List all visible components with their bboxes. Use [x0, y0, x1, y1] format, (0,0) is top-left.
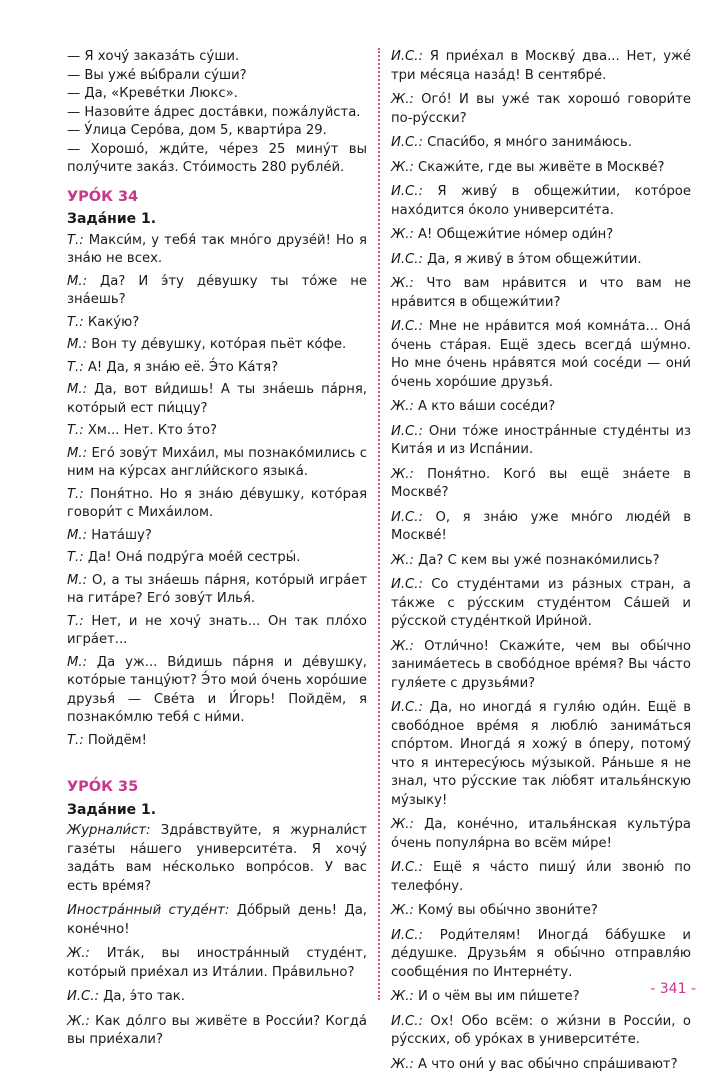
speaker: Ж.: [391, 552, 414, 568]
line-text: Они то́же иностра́нные студе́нты из Кита́я и из Испа́нии. [391, 423, 691, 457]
line-text: Да? И э́ту де́вушку ты то́же не зна́ешь? [67, 273, 367, 307]
line-text: Да уж... Ви́дишь па́рня и де́вушку, кото́рые танцу́ют? Э́то мои́ о́чень хоро́шие друзья́ — Све́та и И́горь! Пойдём, я познако́млю тебя́ с ни́ми. [67, 654, 367, 725]
line-text: О, я зна́ю уже мно́го люде́й в Москве́! [391, 509, 691, 543]
lesson-34-dialogue [67, 232, 367, 751]
line-text: Я прие́хал в Москву́ два... Нет, уже́ три ме́сяца наза́д! В сентябре́. [391, 49, 691, 83]
dialogue-line [391, 638, 691, 694]
speaker: Т.: [67, 732, 84, 748]
speaker: И.С.: [391, 577, 423, 592]
line-text: Да? С кем вы уже́ познако́мились? [413, 552, 660, 568]
line-text: Ого́! И вы уже́ так хорошо́ говори́те по-ру́сски? [391, 92, 691, 126]
line-text: Его́ зову́т Миха́ил, мы познако́мились с ним на ку́рсах англи́йского языка́. [67, 445, 367, 479]
dialogue-line [391, 398, 691, 417]
speaker: Ж.: [67, 1013, 90, 1029]
speaker: И.С.: [391, 135, 423, 150]
dialogue-line: — Я хочу́ заказа́ть су́ши. [67, 49, 240, 64]
line-text: Да! Она́ подру́га мое́й сестры́. [83, 550, 301, 565]
dialogue-line [391, 699, 691, 810]
line-text: Скажи́те, где вы живёте в Москве́? [413, 159, 665, 175]
dialogue-line [67, 902, 367, 939]
dialogue-line [67, 1013, 367, 1050]
line-text: Нет, и не хочу́ знать... Он так пло́хо игра́ет... [67, 613, 367, 647]
dialogue-line [391, 927, 691, 983]
line-text: Пойдём! [83, 732, 147, 748]
line-text: Да, но иногда́ я гуля́ю оди́н. Ещё в свобо́дное вре́мя я люблю́ занима́ться спо́ртом. Иногда́ я хожу́ в о́перу, потому́ что я интересу́юсь му́зыкой. Ра́ньше я не знал, что ру́сские так лю́бят италья́нскую му́зыку! [391, 700, 691, 808]
speaker: И.С.: [67, 989, 99, 1004]
dialogue-line [391, 134, 691, 153]
dialogue-line [391, 552, 691, 571]
speaker: Т.: [67, 359, 84, 375]
lesson-35-dialogue [67, 822, 367, 1050]
speaker: И.С.: [391, 509, 423, 525]
line-text: Здра́вствуйте, я журнали́ст газе́ты на́шего университе́та. Я хочу́ зада́ть вам не́сколько вопро́сов. У вас есть вре́мя? [67, 823, 367, 894]
speaker: Ж.: [391, 989, 414, 1004]
speaker: Т.: [67, 232, 84, 248]
line-text: А кто ва́ши сосе́ди? [413, 399, 556, 414]
line-text: Макси́м, у тебя́ так мно́го друзе́й! Но я зна́ю не всех. [67, 232, 367, 266]
lesson-34-heading: УРО́К 34 [67, 188, 139, 205]
speaker: Ж.: [391, 817, 414, 832]
dialogue-line [391, 988, 691, 1007]
dialogue-line [391, 1056, 691, 1075]
dialogue-line [391, 816, 691, 853]
dialogue-line [391, 576, 691, 632]
line-text: Каку́ю? [83, 314, 140, 330]
speaker: И.С.: [391, 49, 423, 64]
line-text: Ох! Обо всём: о жи́зни в Росси́и, о ру́сских, об уро́ках в университе́те. [391, 1013, 691, 1047]
line-text: Ещё я ча́сто пишу́ и́ли звоню́ по телефо́ну. [391, 860, 691, 894]
dialogue-line [391, 859, 691, 896]
line-text: Со студе́нтами из ра́зных стран, а та́кже с ру́сским студе́нтом Са́шей и ру́сской студе́нткой Ири́ной. [391, 577, 691, 629]
speaker: И.С.: [391, 700, 423, 715]
dialogue-line [67, 336, 367, 355]
dialogue-line [67, 381, 367, 418]
line-text: Поня́тно. Кого́ вы ещё зна́ете в Москве́? [391, 466, 691, 500]
dialogue-line [67, 422, 367, 441]
speaker: М.: [67, 654, 88, 670]
line-text: Отли́чно! Скажи́те, чем вы обы́чно занима́етесь в свобо́дное вре́мя? Вы ча́сто гуля́ете с друзья́ми? [391, 638, 691, 691]
line-text: Что вам нра́вится и что вам не нра́вится в общежи́тии? [391, 276, 691, 310]
speaker: И.С.: [391, 423, 423, 439]
dialogue-line [391, 509, 691, 546]
speaker: М.: [67, 273, 88, 289]
line-text: О, а ты зна́ешь па́рня, кото́рый игра́ет на гита́ре? Его́ зову́т Илья́. [67, 572, 367, 606]
dialogue-line [391, 466, 691, 503]
line-text: Кому́ вы обы́чно звони́те? [413, 903, 598, 918]
dialogue-line: — Хорошо́, жди́те, че́рез 25 мину́т вы полу́чите зака́з. Сто́имость 280 рубле́й. [67, 141, 367, 175]
dialogue-line [67, 572, 367, 609]
speaker: Т.: [67, 486, 84, 502]
column-divider [378, 48, 380, 1000]
line-text: Ита́к, вы иностра́нный студе́нт, кото́рый прие́хал из Ита́лии. Пра́вильно? [67, 946, 367, 980]
left-column [67, 48, 367, 1056]
dialogue-line [391, 275, 691, 312]
speaker: И.С.: [391, 860, 423, 875]
page-number: - 341 - [650, 981, 696, 997]
line-text: Как до́лго вы живёте в Росси́и? Когда́ вы прие́хали? [67, 1013, 367, 1047]
dialogue-line [67, 232, 367, 269]
lesson-35-heading: УРО́К 35 [67, 779, 139, 795]
line-text: Да, я живу́ в э́том общежи́тии. [422, 251, 642, 267]
speaker: Т.: [67, 550, 84, 565]
speaker: Ж.: [391, 92, 414, 107]
dialogue-line [67, 527, 367, 546]
dialogue-line [67, 654, 367, 728]
speaker: Ж.: [391, 276, 414, 291]
dialogue-line: — Назови́те а́дрес доста́вки, пожа́луйста. [67, 104, 361, 120]
dialogue-line [391, 183, 691, 220]
dialogue-line [67, 549, 367, 568]
speaker: И.С.: [391, 184, 423, 199]
line-text: А что они́ у вас обы́чно спра́шивают? [413, 1056, 678, 1072]
speaker: Т.: [67, 314, 84, 330]
speaker: Т.: [67, 423, 84, 438]
dialogue-line [391, 902, 691, 921]
dialogue-line [391, 226, 691, 245]
dialogue-line [67, 822, 367, 896]
dialogue-line: — Да, «Креве́тки Люкс». [67, 86, 238, 101]
dialogue-line [67, 314, 367, 333]
speaker: М.: [67, 337, 88, 352]
dialogue-line [391, 48, 691, 85]
speaker: Ж.: [391, 159, 414, 175]
line-text: До́брый день! Да, коне́чно! [67, 903, 367, 937]
line-text: Вон ту де́вушку, кото́рая пьёт ко́фе. [87, 337, 347, 352]
line-text: Я живу́ в общежи́тии, кото́рое нахо́дится о́коло университе́та. [391, 184, 691, 218]
speaker: И.С.: [391, 1013, 423, 1029]
speaker: Ж.: [391, 1056, 414, 1072]
dialogue-line [391, 251, 691, 270]
speaker: М.: [67, 572, 88, 588]
line-text: Спаси́бо, я мно́го занима́юсь. [422, 135, 633, 150]
dialogue-line [391, 423, 691, 460]
right-column [391, 48, 691, 1080]
speaker: Ж.: [391, 903, 414, 918]
dialogue-line [391, 91, 691, 128]
line-text: А! Общежи́тие но́мер оди́н? [413, 227, 614, 242]
speaker: И.С.: [391, 927, 423, 943]
dialogue-line [67, 613, 367, 650]
line-text: И о чём вы им пи́шете? [413, 989, 580, 1004]
speaker: И.С.: [391, 251, 423, 267]
dialogue-line [67, 988, 367, 1007]
dialogue-line [67, 445, 367, 482]
line-text: Поня́тно. Но я зна́ю де́вушку, кото́рая говори́т с Миха́илом. [67, 486, 367, 520]
speaker: М.: [67, 445, 88, 461]
speaker: Т.: [67, 613, 84, 629]
speaker: М.: [67, 527, 88, 543]
dialogue-line [67, 486, 367, 523]
speaker: Иностра́нный студе́нт: [67, 903, 230, 918]
speaker: Ж.: [391, 399, 414, 414]
speaker: И.С.: [391, 319, 423, 334]
dialogue-line [391, 318, 691, 392]
line-text: Да, вот ви́дишь! А ты зна́ешь па́рня, кото́рый ест пи́ццу? [67, 382, 367, 416]
lesson-35-task: Зада́ние 1. [67, 801, 157, 818]
dialogue-line [67, 359, 367, 378]
speaker: Ж.: [391, 638, 414, 654]
dialogue-line [67, 732, 367, 751]
speaker: Ж.: [391, 466, 414, 482]
speaker: Ж.: [391, 227, 414, 242]
dialogue-line [391, 159, 691, 178]
line-text: Да, коне́чно, италья́нская культу́ра о́чень популя́рна во всём ми́ре! [391, 817, 691, 851]
dialogue-line [67, 273, 367, 310]
speaker: М.: [67, 382, 88, 397]
lesson-34-task: Зада́ние 1. [67, 211, 157, 227]
speaker: Ж.: [67, 946, 90, 961]
speaker: Журнали́ст: [67, 823, 151, 838]
line-text: Ната́шу? [87, 527, 152, 543]
line-text: А! Да, я зна́ю её. Э́то Ка́тя? [83, 359, 279, 375]
dialogue-line: — У́лица Серо́ва, дом 5, кварти́ра 29. [67, 123, 327, 138]
line-text: Хм... Нет. Кто э́то? [83, 423, 218, 438]
line-text: Мне не нра́вится моя́ комна́та... Она́ о́чень ста́рая. Ещё здесь всегда́ шу́мно. Но мне о́чень нра́вятся мои́ сосе́ди — они́ о́чень хоро́шие друзья́. [391, 319, 691, 390]
sushi-dialogue [67, 48, 367, 178]
dialogue-line [67, 945, 367, 982]
dialogue-line: — Вы уже́ вы́брали су́ши? [67, 67, 247, 83]
dialogue-line [391, 1013, 691, 1050]
line-text: Роди́телям! Иногда́ ба́бушке и де́душке. Друзья́м я обы́чно отправля́ю сообще́ния по Интерне́ту. [391, 927, 691, 980]
line-text: Да, э́то так. [98, 989, 185, 1004]
